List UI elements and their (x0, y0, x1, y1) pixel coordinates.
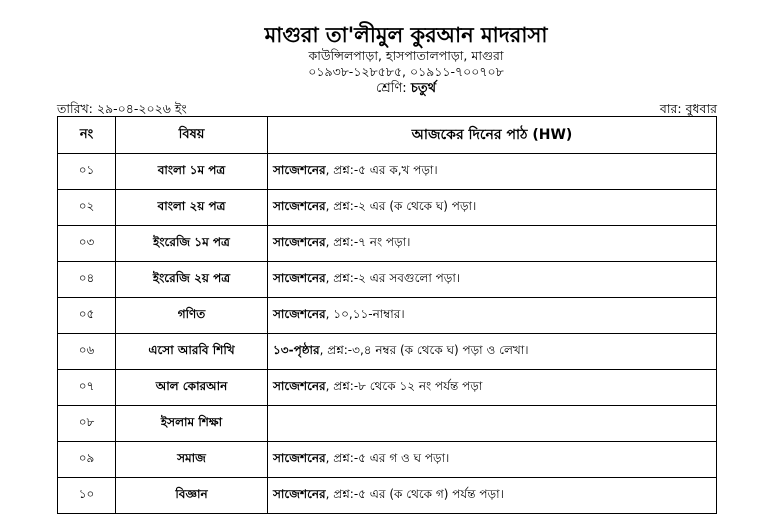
row-number: ০৯ (58, 442, 116, 478)
column-header-subject: বিষয় (116, 117, 268, 154)
row-subject: বাংলা ১ম পত্র (116, 154, 268, 190)
day-text: বার: বুধবার (659, 101, 717, 116)
lesson-text: , প্রশ্ন:-৩,৪ নম্বর (ক থেকে ঘ) পড়া ও লেখা। (319, 342, 529, 357)
row-lesson (268, 262, 717, 298)
lesson-text: , প্রশ্ন:-৫ এর গ ও ঘ পড়া। (325, 450, 450, 465)
row-subject: সমাজ (116, 442, 268, 478)
table-row (58, 226, 717, 262)
row-lesson (268, 334, 717, 370)
row-number: ০২ (58, 190, 116, 226)
date-text: তারিখ: ২৯-০৪-২০২৬ ইং (57, 101, 187, 116)
row-lesson (268, 442, 717, 478)
madrasa-address: কাউন্সিলপাড়া, হাসপাতালপাড়া, মাগুরা (308, 48, 504, 63)
lesson-source: সাজেশনের (273, 234, 326, 249)
document-header (0, 22, 782, 97)
row-subject: ইংরেজি ১ম পত্র (116, 226, 268, 262)
lesson-text: , প্রশ্ন:-৭ নং পড়া। (325, 234, 411, 249)
row-number: ০১ (58, 154, 116, 190)
grade-value: চতুর্থ (410, 81, 437, 96)
row-number: ০৮ (58, 406, 116, 442)
lesson-source: ১৩-পৃষ্ঠার (273, 342, 320, 357)
row-lesson (268, 190, 717, 226)
row-subject: ইসলাম শিক্ষা (116, 406, 268, 442)
lesson-source: সাজেশনের (273, 270, 326, 285)
row-lesson (268, 226, 717, 262)
table-row (58, 478, 717, 514)
grade-label: শ্রেণি: (375, 81, 407, 96)
lesson-source: সাজেশনের (273, 450, 326, 465)
lesson-source: সাজেশনের (273, 306, 326, 321)
table-row (58, 370, 717, 406)
row-number: ০৩ (58, 226, 116, 262)
row-lesson (268, 406, 717, 442)
grade-line (30, 80, 782, 97)
table-header-row (58, 117, 717, 154)
row-subject: বাংলা ২য় পত্র (116, 190, 268, 226)
row-number: ০৭ (58, 370, 116, 406)
table-row (58, 298, 717, 334)
row-number: ০৫ (58, 298, 116, 334)
table-row (58, 262, 717, 298)
lesson-text: , প্রশ্ন:-২ এর সবগুলো পড়া। (325, 270, 461, 285)
lesson-text: , প্রশ্ন:-২ এর (ক থেকে ঘ) পড়া। (325, 198, 477, 213)
table-row (58, 190, 717, 226)
lesson-source: সাজেশনের (273, 162, 326, 177)
row-number: ১০ (58, 478, 116, 514)
lesson-text: , প্রশ্ন:-৫ এর (ক থেকে গ) পর্যন্ত পড়া। (325, 486, 504, 501)
row-lesson (268, 370, 717, 406)
table-row (58, 442, 717, 478)
table-row (58, 334, 717, 370)
lesson-source: সাজেশনের (273, 198, 326, 213)
row-subject: গণিত (116, 298, 268, 334)
table-row (58, 154, 717, 190)
row-lesson (268, 478, 717, 514)
column-header-lesson: আজকের দিনের পাঠ (HW) (268, 117, 717, 154)
row-subject: আল কোরআন (116, 370, 268, 406)
row-subject: বিজ্ঞান (116, 478, 268, 514)
row-lesson (268, 154, 717, 190)
lesson-source: সাজেশনের (273, 486, 326, 501)
row-subject: এসো আরবি শিখি (116, 334, 268, 370)
row-lesson (268, 298, 717, 334)
lesson-text: , প্রশ্ন:-৫ এর ক,খ পড়া। (325, 162, 438, 177)
lesson-source: সাজেশনের (273, 378, 326, 393)
homework-table (57, 116, 717, 514)
lesson-text: , ১০,১১-নাম্বার। (325, 306, 405, 321)
column-header-number: নং (58, 117, 116, 154)
madrasa-phones: ০১৯৩৮-১২৮৫৮৫, ০১৯১১-৭০০৭০৮ (308, 64, 504, 79)
row-subject: ইংরেজি ২য় পত্র (116, 262, 268, 298)
row-number: ০৬ (58, 334, 116, 370)
madrasa-title: মাগুরা তা'লীমুল কুরআন মাদরাসা (264, 22, 548, 47)
lesson-text: , প্রশ্ন:-৮ থেকে ১২ নং পর্যন্ত পড়া (325, 378, 483, 393)
table-row (58, 406, 717, 442)
row-number: ০৪ (58, 262, 116, 298)
